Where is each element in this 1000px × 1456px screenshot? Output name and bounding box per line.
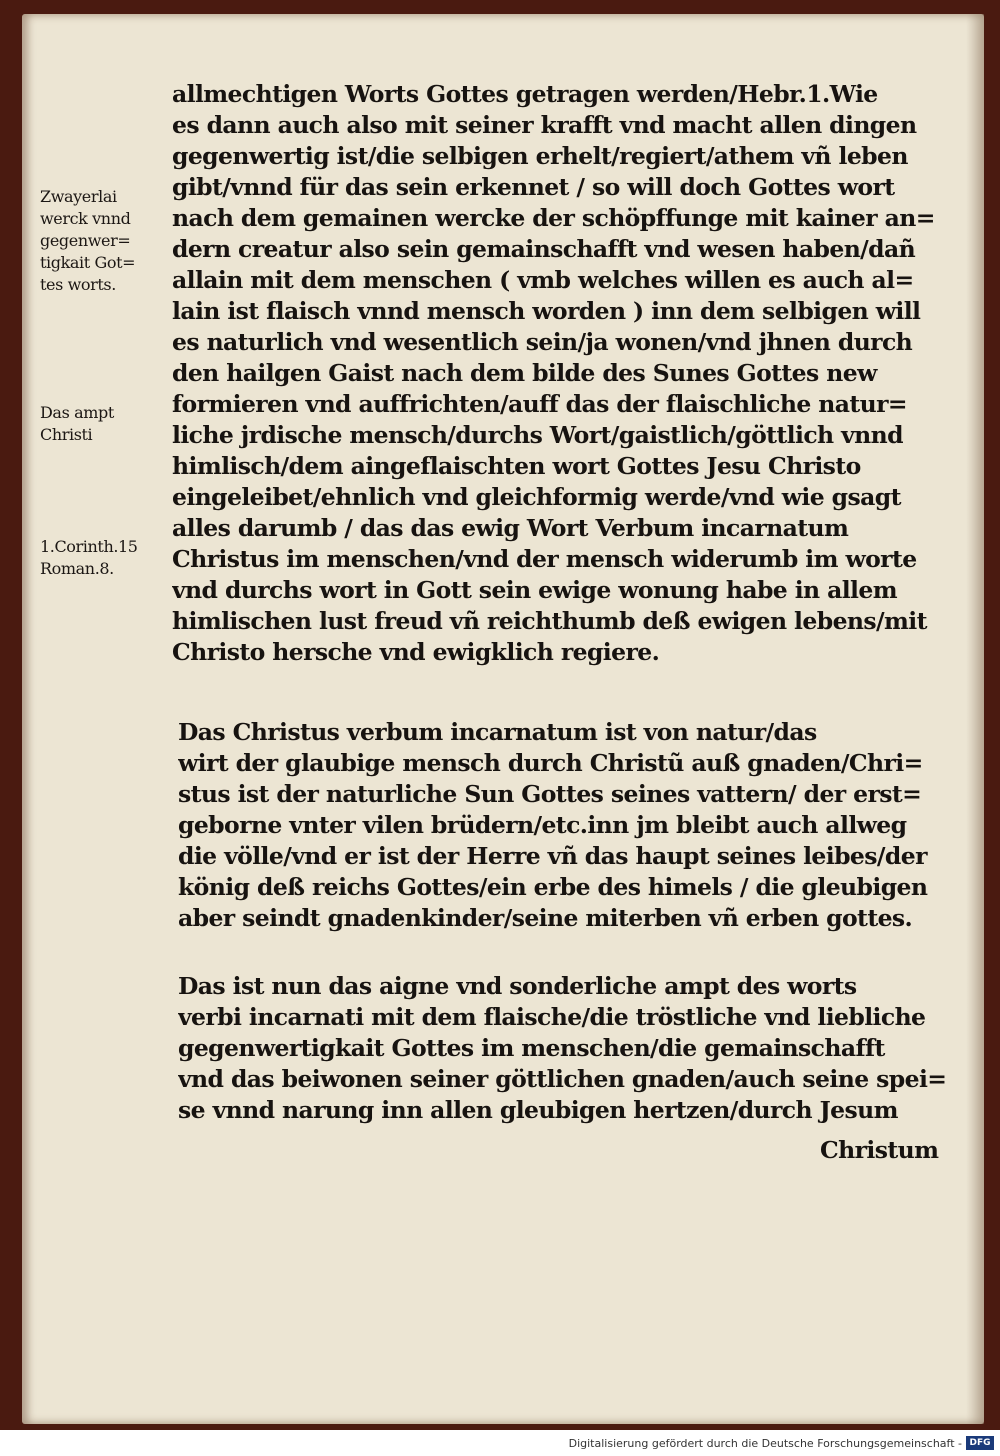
dfg-logo: DFG (966, 1436, 994, 1450)
text-line: geborne vnter vilen brüdern/etc.inn jm bleibt auch allweg (178, 811, 907, 839)
marginal-line: Roman.8. (40, 559, 114, 578)
text-line: gibt/vnnd für das sein erkennet / so will doch Gottes wort (172, 173, 895, 201)
marginal-line: Das ampt (40, 403, 114, 422)
text-line: formieren vnd auffrichten/auff das der flaischliche natur= (172, 390, 908, 418)
footer-credit-text: Digitalisierung gefördert durch die Deutsche Forschungsgemeinschaft - (568, 1437, 962, 1450)
paragraph-3 (178, 971, 948, 1126)
marginal-line: Zwayerlai (40, 187, 117, 206)
text-line: aber seindt gnadenkinder/seine miterben vñ erben gottes. (178, 904, 913, 932)
text-line: alles darumb / das das ewig Wort Verbum incarnatum (172, 514, 849, 542)
text-line: Das Christus verbum incarnatum ist von natur/das (178, 718, 817, 746)
text-line: eingeleibet/ehnlich vnd gleichformig werde/vnd wie gsagt (172, 483, 901, 511)
marginal-line: tigkait Got= (40, 253, 136, 272)
text-line: allmechtigen Worts Gottes getragen werden/Hebr.1.Wie (172, 80, 878, 108)
text-line: verbi incarnati mit dem flaische/die tröstliche vnd liebliche (178, 1003, 926, 1031)
text-line: himlischen lust freud vñ reichthumb deß ewigen lebens/mit (172, 607, 927, 635)
catchword: Christum (820, 1136, 939, 1164)
marginal-line: 1.Corinth.15 (40, 537, 138, 556)
marginal-note-two-works (40, 186, 180, 296)
text-line: stus ist der naturliche Sun Gottes seines vattern/ der erst= (178, 780, 922, 808)
paragraph-1 (172, 79, 942, 668)
text-line: Christus im menschen/vnd der mensch widerumb im worte (172, 545, 917, 573)
text-line: allain mit dem menschen ( vmb welches willen es auch al= (172, 266, 914, 294)
text-line: himlisch/dem aingeflaischten wort Gottes Jesu Christo (172, 452, 861, 480)
marginal-line: gegenwer= (40, 231, 131, 250)
text-line: wirt der glaubige mensch durch Christũ auß gnaden/Chri= (178, 749, 923, 777)
text-line: dern creatur also sein gemainschafft vnd wesen haben/dañ (172, 235, 916, 263)
text-line: vnd durchs wort in Gott sein ewige wonung habe in allem (172, 576, 898, 604)
footer-bar (0, 1430, 1000, 1456)
marginal-line: werck vnnd (40, 209, 131, 228)
marginal-line: tes worts. (40, 275, 116, 294)
marginal-note-office-of-christ (40, 402, 180, 446)
text-line: lain ist flaisch vnnd mensch worden ) inn dem selbigen will (172, 297, 921, 325)
text-line: es dann auch also mit seiner krafft vnd macht allen dingen (172, 111, 917, 139)
marginal-line: Christi (40, 425, 93, 444)
text-line: liche jrdische mensch/durchs Wort/gaistlich/göttlich vnnd (172, 421, 903, 449)
paragraph-2 (178, 717, 948, 934)
text-line: die völle/vnd er ist der Herre vñ das haupt seines leibes/der (178, 842, 927, 870)
text-line: könig deß reichs Gottes/ein erbe des himels / die gleubigen (178, 873, 928, 901)
marginal-note-references (40, 536, 180, 580)
text-line: se vnnd narung inn allen gleubigen hertzen/durch Jesum (178, 1096, 898, 1124)
text-line: gegenwertig ist/die selbigen erhelt/regiert/athem vñ leben (172, 142, 908, 170)
text-line: vnd das beiwonen seiner göttlichen gnaden/auch seine spei= (178, 1065, 947, 1093)
text-line: Das ist nun das aigne vnd sonderliche ampt des worts (178, 972, 857, 1000)
page-edge-shadow (966, 14, 984, 1424)
text-line: gegenwertigkait Gottes im menschen/die gemainschafft (178, 1034, 885, 1062)
text-line: den hailgen Gaist nach dem bilde des Sunes Gottes new (172, 359, 877, 387)
text-line: Christo hersche vnd ewigklich regiere. (172, 638, 660, 666)
text-line: es naturlich vnd wesentlich sein/ja wonen/vnd jhnen durch (172, 328, 913, 356)
text-line: nach dem gemainen wercke der schöpffunge mit kainer an= (172, 204, 935, 232)
